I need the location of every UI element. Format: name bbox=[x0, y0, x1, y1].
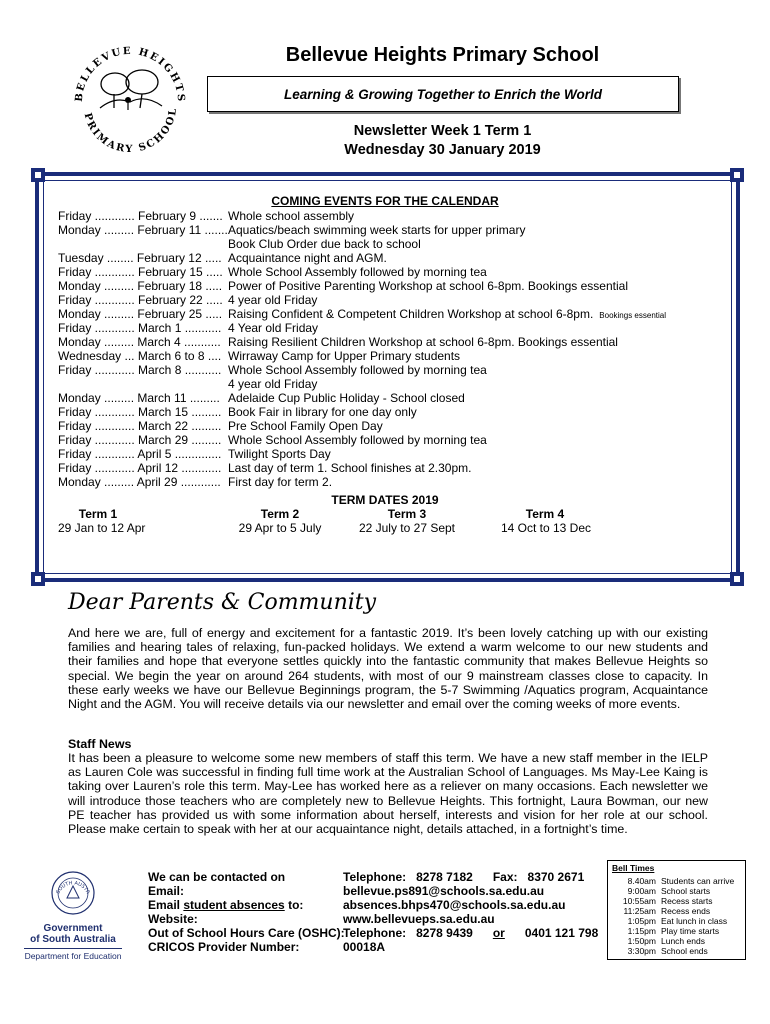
contact-label-phone: We can be contacted on bbox=[148, 870, 286, 884]
logo-arc-bottom: PRIMARY SCHOOL bbox=[81, 106, 180, 154]
event-text: Whole school assembly bbox=[228, 209, 355, 223]
event-date: Friday ............ March 8 ........... bbox=[58, 363, 222, 377]
bell-time: 3:30pm bbox=[627, 946, 656, 956]
absence-label-post: to: bbox=[284, 898, 304, 912]
bell-time: 8.40am bbox=[627, 876, 656, 886]
contact-label-cricos: CRICOS Provider Number: bbox=[148, 940, 300, 954]
contact-values bbox=[343, 870, 598, 954]
event-text: Book Club Order due back to school bbox=[228, 237, 421, 251]
gov-line-2: of South Australia bbox=[30, 934, 116, 945]
tagline: Learning & Growing Together to Enrich the World bbox=[207, 76, 679, 112]
gov-name bbox=[18, 923, 128, 945]
term-2-label: Term 2 bbox=[260, 507, 300, 521]
greeting: Dear Parents & Community bbox=[68, 590, 377, 615]
event-row bbox=[58, 321, 728, 335]
event-note: Bookings essential bbox=[599, 311, 667, 320]
bell-row bbox=[612, 936, 705, 946]
frame-corner bbox=[730, 572, 744, 586]
cricos-number: 00018A bbox=[343, 940, 386, 954]
frame-corner bbox=[31, 572, 45, 586]
bell-row bbox=[612, 896, 713, 906]
bell-event: Lunch ends bbox=[661, 936, 705, 946]
event-text: Book Fair in library for one day only bbox=[228, 405, 417, 419]
newsletter-week: Newsletter Week 1 Term 1 bbox=[353, 123, 532, 139]
event-date: Wednesday ... March 6 to 8 .... bbox=[58, 349, 222, 363]
bell-event: School starts bbox=[661, 886, 711, 896]
term-4-label: Term 4 bbox=[525, 507, 565, 521]
absence-label-underline: student absences bbox=[183, 898, 285, 912]
term-3-dates: 22 July to 27 Sept bbox=[358, 521, 456, 535]
event-date: Friday ............ April 5 .............. bbox=[58, 447, 222, 461]
term-4-dates: 14 Oct to 13 Dec bbox=[500, 521, 592, 535]
staff-news-heading: Staff News bbox=[68, 737, 132, 751]
event-text: Acquaintance night and AGM. bbox=[228, 251, 387, 265]
event-row bbox=[58, 265, 728, 279]
event-row bbox=[58, 447, 728, 461]
contact-label-oshc: Out of School Hours Care (OSHC): bbox=[148, 926, 345, 940]
event-text: 4 year old Friday bbox=[228, 293, 318, 307]
intro-paragraph: And here we are, full of energy and excitement for a fantastic 2019. It’s been lovely catching up with our existing families and hearing tales of relaxing, fun-packed holidays. We extend a warm welcome to our new students and their families and hope that everyone settles quickly into the fantastic community that makes Bellevue Heights so special. We begin the year on around 264 students, with most of our 9 mainstream classes close to capacity. In these early weeks we have our Bellevue Beginnings program, the 5-7 Swimming /Aquatics program, Acquaintance Night and the AGM. You will receive details via our newsletter and email over the coming weeks of more events. bbox=[68, 626, 708, 712]
event-row bbox=[58, 349, 728, 363]
bell-row bbox=[612, 876, 734, 886]
oshc-or: or bbox=[492, 926, 505, 940]
event-row bbox=[58, 405, 728, 419]
event-text: Raising Confident & Competent Children Workshop at school 6-8pm. bbox=[228, 307, 594, 321]
event-row bbox=[58, 419, 728, 433]
event-date: Monday ......... March 4 ........... bbox=[58, 335, 221, 349]
bell-event: Recess ends bbox=[661, 906, 711, 916]
event-date: Friday ............ March 22 ......... bbox=[58, 419, 222, 433]
term-1-label: Term 1 bbox=[78, 507, 118, 521]
absence-email-link[interactable]: absences.bhps470@schools.sa.edu.au bbox=[343, 898, 566, 912]
event-text: Whole School Assembly followed by morning tea bbox=[228, 265, 487, 279]
bell-time: 10:55am bbox=[622, 896, 656, 906]
event-date: Friday ............ February 15 ..... bbox=[58, 265, 223, 279]
bell-time: 9:00am bbox=[627, 886, 656, 896]
bell-time: 11:25am bbox=[623, 906, 656, 916]
bell-row bbox=[612, 946, 708, 956]
frame-corner bbox=[730, 168, 744, 182]
event-text: Power of Positive Parenting Workshop at school 6-8pm. Bookings essential bbox=[228, 279, 628, 293]
contact-labels bbox=[148, 870, 345, 954]
event-row bbox=[58, 279, 728, 293]
event-row bbox=[58, 251, 728, 265]
sa-seal-icon bbox=[18, 868, 128, 918]
bell-times-title: Bell Times bbox=[612, 863, 655, 873]
event-date: Monday ......... February 18 ..... bbox=[58, 279, 223, 293]
bell-event: School ends bbox=[661, 946, 708, 956]
logo-arc-top: BELLEVUE HEIGHTS bbox=[73, 45, 187, 104]
event-text: Last day of term 1. School finishes at 2.30pm. bbox=[228, 461, 472, 475]
bell-event: Recess starts bbox=[661, 896, 713, 906]
event-row bbox=[58, 377, 728, 391]
newsletter-date: Wednesday 30 January 2019 bbox=[344, 142, 541, 158]
oshc-phone-2: 0401 121 798 bbox=[504, 926, 599, 940]
bell-event: Students can arrive bbox=[661, 876, 735, 886]
event-row bbox=[58, 209, 728, 223]
event-date: Monday ......... February 11 ....... bbox=[58, 223, 228, 237]
event-row bbox=[58, 293, 728, 307]
bell-row bbox=[612, 886, 710, 896]
event-row bbox=[58, 335, 728, 349]
event-row bbox=[58, 475, 728, 489]
contact-label-email: Email: bbox=[148, 884, 185, 898]
event-date: Friday ............ March 29 ......... bbox=[58, 433, 222, 447]
events-heading: COMING EVENTS FOR THE CALENDAR bbox=[271, 194, 499, 208]
event-row bbox=[58, 461, 728, 475]
event-text: Pre School Family Open Day bbox=[228, 419, 383, 433]
tree-icon bbox=[100, 70, 162, 110]
event-date: Friday ............ April 12 ............ bbox=[58, 461, 222, 475]
term-3-label: Term 3 bbox=[387, 507, 427, 521]
absence-label-pre: Email bbox=[148, 898, 184, 912]
event-text: 4 year old Friday bbox=[228, 377, 318, 391]
event-date: Monday ......... March 11 ......... bbox=[58, 391, 220, 405]
event-row bbox=[58, 237, 728, 251]
event-date: Monday ......... February 25 ..... bbox=[58, 307, 223, 321]
contact-phone: Telephone: 8278 7182 Fax: 8370 2671 bbox=[343, 870, 585, 884]
event-date: Tuesday ........ February 12 ..... bbox=[58, 251, 222, 265]
event-text: Adelaide Cup Public Holiday - School closed bbox=[228, 391, 465, 405]
seal-text: SOUTH AUSTR bbox=[55, 880, 91, 895]
bell-row bbox=[612, 906, 710, 916]
event-text: Raising Resilient Children Workshop at school 6-8pm. Bookings essential bbox=[228, 335, 618, 349]
gov-line-1: Government bbox=[43, 923, 103, 934]
event-text: Whole School Assembly followed by morning tea bbox=[228, 433, 487, 447]
event-text: 4 Year old Friday bbox=[228, 321, 319, 335]
event-date: Monday ......... April 29 ............ bbox=[58, 475, 221, 489]
event-text: First day for term 2. bbox=[228, 475, 333, 489]
svg-text:PRIMARY SCHOOL bbox=[82, 106, 180, 154]
event-row bbox=[58, 363, 728, 377]
event-date: Friday ............ March 1 ........... bbox=[58, 321, 222, 335]
contact-label-absences bbox=[148, 898, 345, 912]
bell-time: 1:05pm bbox=[627, 916, 656, 926]
event-date: Friday ............ February 22 ..... bbox=[58, 293, 223, 307]
oshc-phone-1: Telephone: 8278 9439 bbox=[343, 926, 493, 940]
bell-row bbox=[612, 926, 719, 936]
event-date: Friday ............ February 9 ....... bbox=[58, 209, 223, 223]
school-name: Bellevue Heights Primary School bbox=[285, 44, 600, 66]
bell-event: Eat lunch in class bbox=[661, 916, 728, 926]
event-date: Friday ............ March 15 ......... bbox=[58, 405, 222, 419]
event-row bbox=[58, 391, 728, 405]
bell-event: Play time starts bbox=[661, 926, 720, 936]
frame-corner bbox=[31, 168, 45, 182]
oshc-phone bbox=[343, 926, 598, 940]
staff-news-paragraph: It has been a pleasure to welcome some new members of staff this term. We have a new staff member in the IELP as Lauren Cole was successful in finding full time work at the Australian School of Languages. Ms May-Lee Kaing is taking over Lauren’s role this term. May-Lee has worked here as a reliever on many occasions. Each newsletter we will introduce those teachers who are completely new to Bellevue Heights. This fortnight, Laura Bowman, our new PE teacher has provided us with some information about herself, interests and vision for her role at our school. Please make certain to speak with her at our acquaintance night, details attached, in a fortnight’s time. bbox=[68, 751, 708, 837]
event-row bbox=[58, 223, 728, 237]
school-logo bbox=[70, 44, 190, 154]
event-text: Whole School Assembly followed by morning tea bbox=[228, 363, 487, 377]
gov-department: Department for Education bbox=[24, 951, 122, 961]
government-logo bbox=[18, 868, 128, 961]
newsletter-title bbox=[230, 122, 655, 160]
bell-time: 1:15pm bbox=[627, 926, 656, 936]
event-row bbox=[58, 433, 728, 447]
contact-email-link[interactable]: bellevue.ps891@schools.sa.edu.au bbox=[343, 884, 545, 898]
bell-row bbox=[612, 916, 727, 926]
bell-time: 1:50pm bbox=[627, 936, 656, 946]
event-text: Aquatics/beach swimming week starts for upper primary bbox=[228, 223, 526, 237]
event-text: Wirraway Camp for Upper Primary students bbox=[228, 349, 461, 363]
contact-label-website: Website: bbox=[148, 912, 198, 926]
term-dates-heading: TERM DATES 2019 bbox=[331, 493, 439, 507]
website-link[interactable]: www.bellevueps.sa.edu.au bbox=[343, 912, 495, 926]
term-2-dates: 29 Apr to 5 July bbox=[238, 521, 322, 535]
svg-text:SOUTH AUSTRALIA bbox=[18, 868, 91, 895]
term-1-dates: 29 Jan to 12 Apr bbox=[58, 521, 146, 535]
event-text: Twilight Sports Day bbox=[228, 447, 331, 461]
